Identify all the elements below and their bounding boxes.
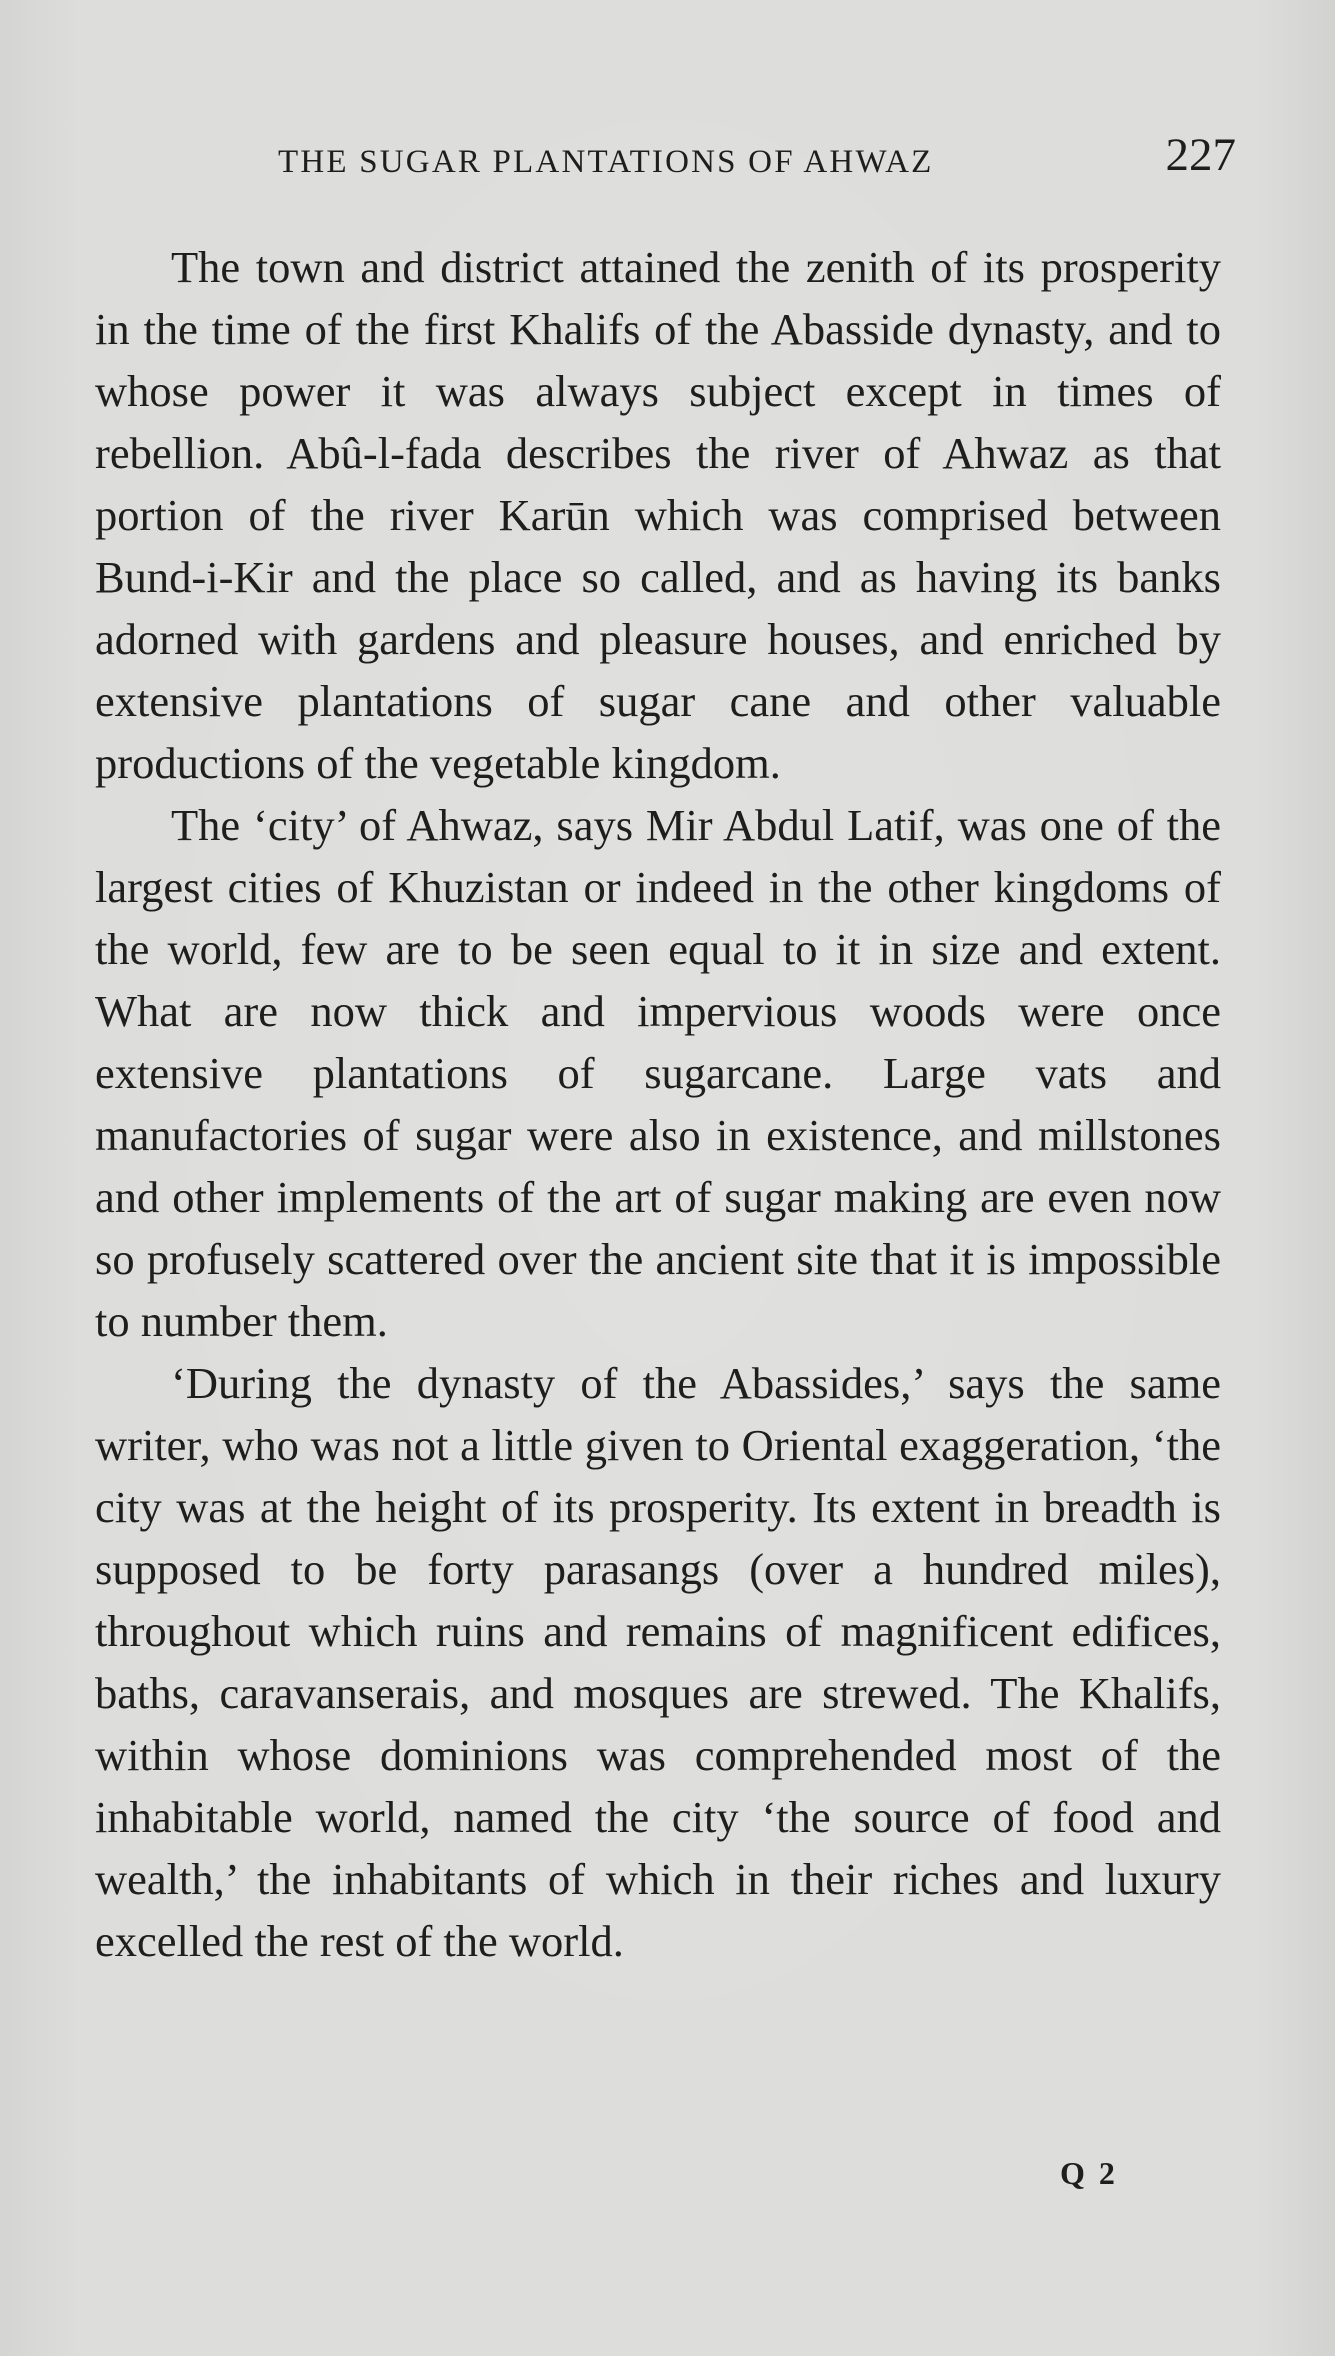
page-number: 227 bbox=[1165, 129, 1236, 181]
running-head: THE SUGAR PLANTATIONS OF AHWAZ bbox=[278, 144, 934, 180]
paragraph-3: ‘During the dynasty of the Abassides,’ says the same writer, who was not a little given to Oriental exaggeration, ‘the city was at the height of its prosperity. Its extent in breadth is supposed to be forty parasangs (over a hundred miles), throughout which ruins and remains of magnificent edifices, baths, caravanserais, and mosques are strewed. The Khalifs, within whose dominions was comprehended most of the inhabitable world, named the city ‘the source of food and wealth,’ the inhabitants of which in their riches and luxury excelled the rest of the world. bbox=[95, 1358, 1221, 1966]
paragraph-1: The town and district attained the zenith of its prosperity in the time of the first Khalifs of the Abasside dynasty, and to whose power it was always subject except in times of rebellion. Abû-l-fada describes the river of Ahwaz as that portion of the river Karūn which was comprised between Bund-i-Kir and the place so called, and as having its banks adorned with gardens and pleasure houses, and enriched by extensive plantations of sugar cane and other valuable productions of the vegetable kingdom. bbox=[95, 242, 1221, 788]
signature-mark: Q 2 bbox=[1060, 2155, 1118, 2191]
paragraph-2: The ‘city’ of Ahwaz, says Mir Abdul Latif, was one of the largest cities of Khuzistan or indeed in the other kingdoms of the world, few are to be seen equal to it in size and extent. What are now thick and impervious woods were once extensive plantations of sugarcane. Large vats and manufactories of sugar were also in existence, and millstones and other implements of the art of sugar making are even now so profusely scattered over the ancient site that it is impossible to number them. bbox=[95, 800, 1221, 1346]
page-header bbox=[278, 128, 1236, 188]
body-text bbox=[95, 236, 1221, 1972]
